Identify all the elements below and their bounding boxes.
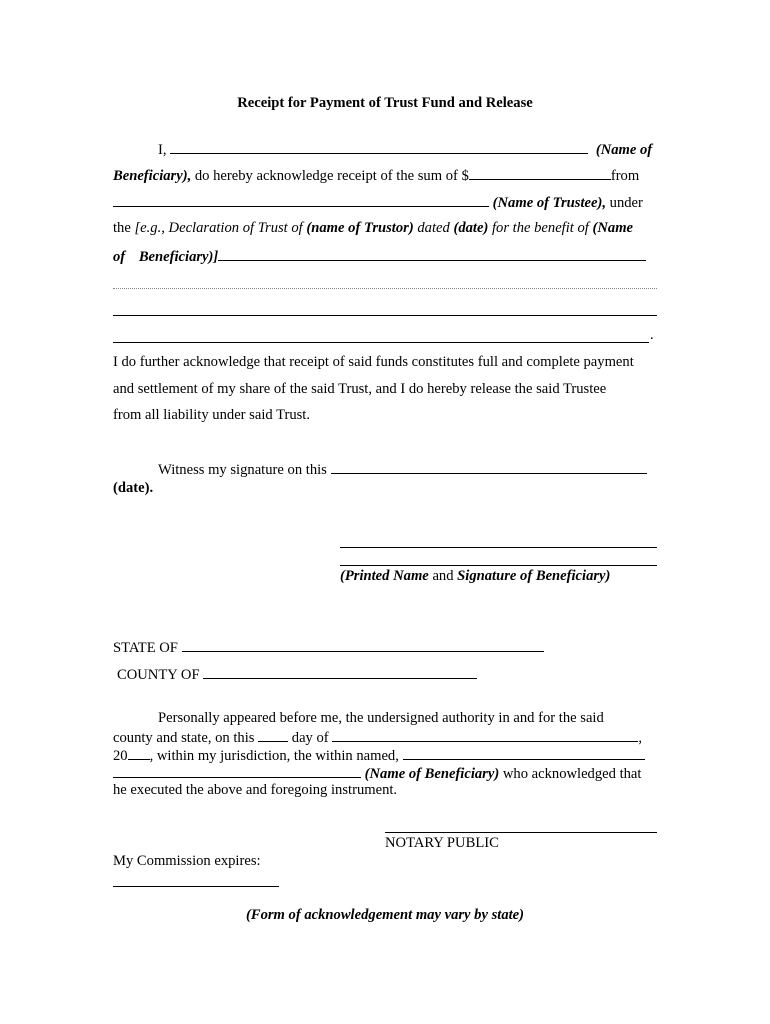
document-title: Receipt for Payment of Trust Fund and Release xyxy=(237,95,533,111)
who-text: who acknowledged that xyxy=(502,766,642,782)
from-text: from xyxy=(610,168,640,184)
beneficiary-label: Beneficiary), xyxy=(113,168,192,184)
eg-text: [e.g., Declaration of Trust of xyxy=(134,220,303,236)
dated-text: dated xyxy=(417,220,450,236)
witness-date-blank[interactable] xyxy=(331,459,647,474)
witness-text: Witness my signature on this xyxy=(158,462,327,478)
witness-date-label: (date). xyxy=(113,480,154,496)
under-text: under xyxy=(609,195,643,211)
description-blank-4[interactable] xyxy=(113,342,649,343)
notary-line-3 xyxy=(113,745,645,765)
county-label: COUNTY OF xyxy=(117,667,200,683)
trustor-label: (name of Trustor) xyxy=(306,220,414,236)
beneficiary-name-blank[interactable] xyxy=(170,139,588,154)
signature-line[interactable] xyxy=(340,565,657,566)
printed-name-label: (Printed Name xyxy=(340,568,429,584)
trustee-label: (Name of Trustee), xyxy=(492,195,606,211)
state-line xyxy=(113,637,544,657)
signature-caption xyxy=(340,567,610,585)
state-blank[interactable] xyxy=(182,637,544,652)
year-blank[interactable] xyxy=(128,745,150,760)
period: . xyxy=(650,327,654,343)
beneficiary-close-label: Beneficiary)] xyxy=(138,249,219,265)
the-text: the xyxy=(113,220,131,236)
and-text: and xyxy=(432,568,454,584)
county-line xyxy=(117,664,477,684)
beneficiary-blank[interactable] xyxy=(113,763,361,778)
benefit-text: for the benefit of xyxy=(491,220,589,236)
p2-line-2: and settlement of my share of the said Trust, and I do hereby release the said Trustee xyxy=(113,381,607,397)
date-label: (date) xyxy=(453,220,489,236)
footer-note: (Form of acknowledgement may vary by state) xyxy=(245,907,525,923)
i-text: I, xyxy=(158,142,167,158)
witness-line xyxy=(158,459,647,479)
of-text: of xyxy=(113,249,126,265)
p1-line-1 xyxy=(158,139,652,159)
trustee-name-blank[interactable] xyxy=(113,192,489,207)
notary-line-3a: 20 xyxy=(113,748,128,764)
day-blank[interactable] xyxy=(258,727,288,742)
notary-public-label: NOTARY PUBLIC xyxy=(385,835,499,851)
notary-line-2a: county and state, on this xyxy=(113,730,255,746)
description-blank-1[interactable] xyxy=(218,246,646,261)
description-blank-2[interactable] xyxy=(113,288,657,289)
signature-label: Signature of Beneficiary) xyxy=(457,568,611,584)
p2-line-1: I do further acknowledge that receipt of said funds constitutes full and complete payment xyxy=(113,354,634,370)
name-of-label: (Name of xyxy=(595,142,653,158)
state-label: STATE OF xyxy=(113,640,178,656)
p1-line-4 xyxy=(113,219,633,237)
notary-line-5: he executed the above and foregoing instrument. xyxy=(113,782,398,798)
notary-line-3b: , within my jurisdiction, the within named, xyxy=(149,748,399,764)
name-open-label: (Name xyxy=(592,220,634,236)
notary-line-1: Personally appeared before me, the undersigned authority in and for the said xyxy=(158,710,604,726)
notary-line-2 xyxy=(113,727,642,747)
sum-blank[interactable] xyxy=(469,165,611,180)
county-blank[interactable] xyxy=(203,664,477,679)
notary-line-4 xyxy=(113,763,641,783)
p1-line-2 xyxy=(113,165,639,185)
printed-name-line[interactable] xyxy=(340,547,657,548)
p1-line-3 xyxy=(113,192,643,212)
commission-blank[interactable] xyxy=(113,886,279,887)
named-blank[interactable] xyxy=(403,745,645,760)
commission-label: My Commission expires: xyxy=(113,853,261,869)
month-blank[interactable] xyxy=(332,727,638,742)
notary-line-2b: day of xyxy=(291,730,329,746)
p2-line-3: from all liability under said Trust. xyxy=(113,407,311,423)
notary-beneficiary-label: (Name of Beneficiary) xyxy=(364,766,500,782)
notary-signature-line[interactable] xyxy=(385,832,657,833)
ack-text: do hereby acknowledge receipt of the sum of $ xyxy=(194,168,469,184)
notary-line-2c: , xyxy=(638,730,642,746)
description-blank-3[interactable] xyxy=(113,315,657,316)
p1-line-5 xyxy=(113,246,646,266)
